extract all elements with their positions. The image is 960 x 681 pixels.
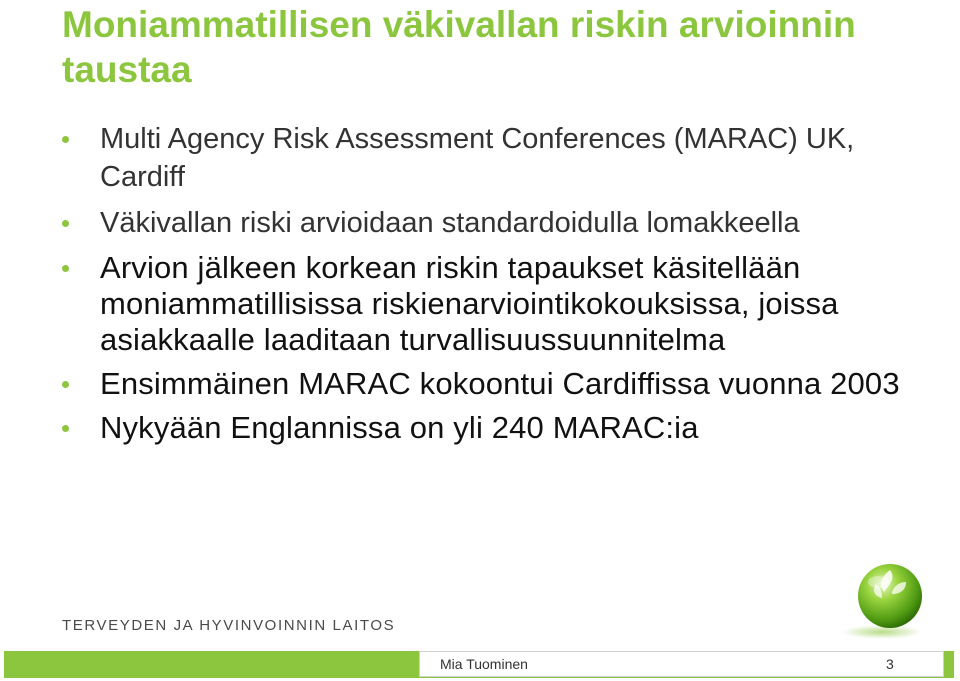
bullet-item: Väkivallan riski arvioidaan standardoidulla lomakkeella: [60, 204, 940, 242]
footer-author: Mia Tuominen: [440, 656, 528, 672]
bullet-item: Multi Agency Risk Assessment Conferences (MARAC) UK, Cardiff: [60, 120, 940, 196]
bullet-item: Arvion jälkeen korkean riskin tapaukset käsitellään moniammatillisissa riskienarviointikokouksissa, joissa asiakkaalle laaditaan turvallisuussuunnitelma: [60, 250, 940, 358]
bullet-item: Ensimmäinen MARAC kokoontui Cardiffissa vuonna 2003: [60, 366, 940, 402]
bullet-item: Nykyään Englannissa on yli 240 MARAC:ia: [60, 410, 940, 446]
organization-name: TERVEYDEN JA HYVINVOINNIN LAITOS: [62, 617, 396, 634]
green-globe-icon: [832, 562, 932, 642]
slide-title: Moniammatillisen väkivallan riskin arvioinnin taustaa: [62, 4, 856, 90]
bullet-list: [60, 120, 940, 454]
page-number: 3: [886, 656, 894, 672]
